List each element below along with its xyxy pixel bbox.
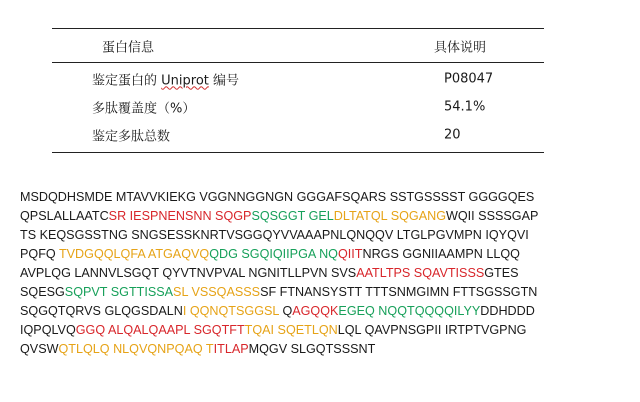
sequence-segment-green: SQPVT SGTTISSA xyxy=(64,285,174,299)
sequence-line xyxy=(20,340,640,359)
header-details: 具体说明 xyxy=(434,40,487,55)
table-row xyxy=(52,66,544,92)
sequence-line xyxy=(20,302,640,321)
sequence-segment-black: SQESG xyxy=(20,285,65,299)
sequence-segment-black: NRGS GGNIIAAMPN LLQQ xyxy=(362,247,520,261)
sequence-segment-green: EGEQ NQQTQQQQILYY xyxy=(338,304,481,318)
sequence-line xyxy=(20,321,640,340)
row-label-peptide-count: 鉴定多肽总数 xyxy=(92,129,171,145)
sequence-segment-black: MSDQDHSMDE MTAVVKIEKG VGGNNGGNGN GGGAFSQARS SSTGSSSST GGGGQES xyxy=(20,190,535,204)
sequence-segment-black: MQGV SLGQTSSSNT xyxy=(248,342,376,356)
sequence-segment-red: AGQQK xyxy=(292,304,339,318)
sequence-segment-red: QIIT xyxy=(337,247,363,261)
protein-info-table xyxy=(52,28,544,153)
sequence-line xyxy=(20,207,640,226)
row-value-coverage: 54.1% xyxy=(444,99,486,115)
sequence-segment-black: TS KEQSGSSTNG SNGSESSKNRTVSGGQYVVAAAPNLQNQQV LTGLPGVMPN IQYQVI xyxy=(20,228,529,242)
row-value-peptide-count: 20 xyxy=(444,127,461,143)
table-row xyxy=(52,92,544,122)
sequence-segment-black: LQL QAVPNSGPII IRTPTVGPNG xyxy=(337,323,527,337)
sequence-segment-black: IQPQLVQ xyxy=(20,323,76,337)
sequence-segment-red: ITLAP xyxy=(213,342,249,356)
sequence-segment-red: GGQ ALQALQAAPL SGQTFT xyxy=(75,323,245,337)
sequence-segment-black: GTES xyxy=(484,266,519,280)
sequence-segment-black: SF FTNANSYSTT TTTSNMGIMN FTTSGSSGTN xyxy=(260,285,538,299)
sequence-segment-orange: I QQNQTSGGSL xyxy=(182,304,283,318)
protein-sequence xyxy=(20,188,640,359)
sequence-segment-orange: TQAI SQETLQN xyxy=(244,323,338,337)
sequence-line xyxy=(20,226,640,245)
sequence-segment-black: QPSLALLAATC xyxy=(20,209,109,223)
header-protein-info: 蛋白信息 xyxy=(102,40,155,55)
sequence-segment-black: DDHDDD xyxy=(480,304,535,318)
sequence-line xyxy=(20,188,640,207)
sequence-segment-orange: QTLQLQ NLQVQNPQAQ T xyxy=(58,342,214,356)
row-label-coverage: 多肽覆盖度（%） xyxy=(92,101,196,117)
sequence-segment-black: SQGQTQRVS GLQGSDALN xyxy=(20,304,183,318)
sequence-segment-orange: SL VSSQASSS xyxy=(173,285,261,299)
table-row xyxy=(52,122,544,148)
sequence-segment-black: QVSW xyxy=(20,342,59,356)
row-value-uniprot: P08047 xyxy=(444,71,494,87)
sequence-line xyxy=(20,264,640,283)
sequence-line xyxy=(20,283,640,302)
sequence-segment-orange: TVDGQQLQFA ATGAQVQ xyxy=(58,247,210,261)
table-header-row xyxy=(52,29,544,63)
sequence-segment-red: AATLTPS SQAVTISSS xyxy=(356,266,485,280)
sequence-segment-orange: DLTATQL SQGANG xyxy=(333,209,446,223)
row-label-uniprot: 鉴定蛋白的 Uniprot 编号 xyxy=(92,73,240,89)
sequence-segment-black: Q xyxy=(282,304,293,318)
sequence-segment-green: SQSGGT GEL xyxy=(251,209,334,223)
table-body xyxy=(52,63,544,152)
sequence-segment-black: WQII SSSSGAP xyxy=(446,209,539,223)
sequence-segment-black: AVPLQG LANNVLSGQT QYVTNVPVAL NGNITLLPVN SVS xyxy=(20,266,357,280)
sequence-segment-red: SR IESPNENSNN SQGP xyxy=(108,209,252,223)
sequence-segment-green: QDG SGQIQIIPGA NQ xyxy=(209,247,338,261)
sequence-segment-black: PQFQ xyxy=(20,247,59,261)
sequence-line xyxy=(20,245,640,264)
